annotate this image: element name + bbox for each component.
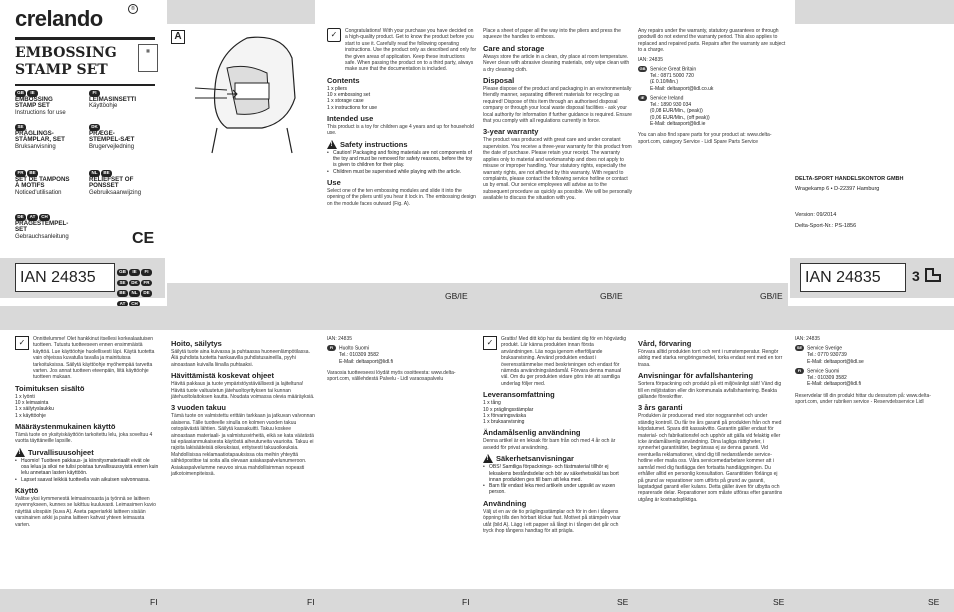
info-icon: ✓	[327, 28, 341, 42]
product-title: EMBOSSING STAMP SET	[15, 45, 117, 78]
fi-intro-block	[15, 336, 159, 381]
info-icon: ✓	[483, 336, 497, 350]
intended-use-heading: Intended use	[327, 114, 374, 124]
fi-care-heading: Hoito, säilytys	[171, 339, 222, 348]
fi-use-text: Valitse yksi kymmenestä leimasinosasta ja työnnä se laitteen syvennykseen, kunnes se lukittuu kuuluvasti. Leimasimen kuvio näyttää ulospäin (kuva A). Aseta paperiarkki laitteen sisään varsinainen arkki ja paina laitteen kahvat yhteen leimausta varten.	[15, 496, 156, 528]
disposal-heading: Disposal	[483, 76, 515, 86]
footer-label: GB/IE	[600, 291, 623, 301]
spare-parts-text: You can also find spare parts for your product at: www.delta-sport.com, category Service - Lidl Spare Parts Service	[638, 132, 772, 145]
fi-use-heading: Käyttö	[15, 486, 39, 496]
warning-icon	[483, 454, 493, 463]
footer-label: GB/IE	[445, 291, 468, 301]
use-heading: Use	[327, 178, 341, 188]
contents-list: 1 x pliers 10 x embossing set 1 x storage case 1 x instructions for use	[327, 85, 378, 111]
lang-fi: FI LEIMASINSETTI Käyttöohje	[89, 90, 137, 110]
pliers-illustration	[187, 28, 307, 158]
flag-grid: GB IE FI SE DK FR BE NL DE AT CH	[117, 265, 161, 307]
fi-disposal-heading: Hävittämistä koskevat ohjeet	[171, 371, 274, 381]
lang-de: DE AT CH PRÄGESTEMPEL- SET Gebrauchsanleitung	[15, 214, 69, 240]
footer-label: SE	[617, 597, 629, 607]
disposal-text: Please dispose of the product and packaging in an environmentally friendly manner, separating different materials for recycling as required! Dispose of this item through an authorised disposal company or through your local waste disposal facilities - ask your local authority for information if further guidance is required. Ensure that you comply with all regulations currently in force.	[483, 86, 632, 125]
ian-box-right: IAN 24835	[800, 263, 906, 292]
safety-heading: ! Safety instructions	[327, 140, 477, 149]
gb-column-1	[327, 28, 477, 311]
top-footer-bar	[167, 283, 788, 306]
brand-logo: crelando	[15, 6, 103, 31]
fi-intended-heading: Määräystenmukainen käyttö	[15, 422, 116, 432]
registered-icon: ®	[128, 4, 138, 14]
safety-list: • Caution! Packaging and fixing materials are not components of the toy and must be removed for safety reasons, before the toy is given to children for their play. • Children must be supervised while playing with the article.	[327, 150, 477, 175]
se-warranty-heading: 3 års garanti	[638, 403, 683, 413]
se-care-text: Förvara alltid produkten torrt och rent i rumstemperatur. Rengör aldrig med starka rengöringsmedel, torka endast rent med en torr trasa.	[638, 349, 783, 368]
fold-icon	[924, 267, 942, 283]
se-intended-heading: Ändamålsenlig användning	[483, 428, 581, 438]
se-disposal-heading: Anvisningar för avfallshantering	[638, 371, 754, 381]
contents-heading: Contents	[327, 75, 360, 85]
fi-safety-list: • Huomio! Tuotteen pakkaus- ja kiinnitysmateriaalit eivät ole osa lelua ja siksi ne tulisi poistaa turvallisuussyistä ennen kuin lelu annetaan lasten käyttöön. • Lapset saavat leikkiä tuotteella vain aikuisen valvonnassa.	[15, 458, 159, 483]
service-se: SE Service Sverige Tel.: 0770 930739 E-Mail: deltasport@lidl.se	[796, 345, 864, 365]
fi-intro-text: Onnittelumme! Olet hankkinut itsellesi korkealaatuisen tuotteen. Tutustu tuotteeseen ennen ensimmäistä käyttöä. Lue käyttöohje huolellisesti läpi. Käytä tuotetta vain ohjeissa kuvatulla tavalla ja mainituissa tarkoituksissa. Säilytä käyttöohje myöhempää tarvetta varten. Jos annat tuotteen eteenpäin, liitä käyttöohje tuotteen mukaan.	[33, 336, 155, 381]
warning-icon	[15, 448, 25, 457]
fi-spare-text: Varaosia tuotteeseesi löydät myös osoitteesta: www.delta-sport.com, välilehdestä Palvelu - Lidl varaosapalvelu	[327, 369, 456, 383]
gb-column-2	[483, 28, 633, 311]
fi-safety-heading: ! Turvallisuusohjeet	[15, 448, 159, 457]
delta-number: Delta-Sport-Nr.: PS-1856	[795, 223, 857, 229]
se-column-2	[638, 336, 784, 612]
lang-fr: FR BE SET DE TAMPONS À MOTIFS Noticed'utilisation	[15, 170, 70, 196]
care-heading: Care and storage	[483, 43, 545, 53]
fi-warranty-heading: 3 vuoden takuu	[171, 403, 227, 413]
figure-strip	[167, 0, 315, 24]
se-intro-block	[483, 336, 627, 387]
footer-label: SE	[773, 597, 785, 607]
page-count: 3	[912, 268, 920, 284]
fi-column-3	[327, 336, 467, 612]
se-safety-heading: ! Säkerhetsanvisningar	[483, 454, 627, 463]
intended-use-text: This product is a toy for children age 4 years and up for household use.	[327, 124, 474, 137]
lang-dk: DK PRÆGE- STEMPEL-SÆT Brugervejledning	[89, 124, 135, 150]
lang-gb: GB IE EMBOSSING STAMP SET Instructions for use	[15, 90, 66, 116]
bottom-spread	[0, 306, 954, 612]
bottom-top-strip	[0, 306, 954, 330]
fi-column-2	[171, 336, 315, 612]
footer-label: FI	[462, 597, 470, 607]
warning-icon	[327, 140, 337, 149]
fi-disposal-text: Hävitä pakkaus ja tuote ympäristöystävällisesti ja lajiteltuna! Hävitä tuote valtuutetun jätehuoltoyrityksen tai kunnan jätehuoltolaitoksen kautta. Noudata voimassa olevia määräyksiä.	[171, 381, 315, 401]
footer-label: FI	[150, 597, 158, 607]
repairs-text: Any repairs under the warranty, statutory guarantees or through goodwill do not extend the warranty period. This also applies to replaced and repaired parts. Repairs after the warranty are subject to a charge.	[638, 28, 786, 54]
fi-contents-heading: Toimituksen sisältö	[15, 383, 85, 393]
info-icon: ✓	[15, 336, 29, 350]
warranty-heading: 3-year warranty	[483, 127, 539, 137]
fi-ian-label: IAN: 24835	[327, 336, 353, 342]
service-gb: GB Service Great Britain Tel.: 0871 5000 720 (£ 0.10/Min.) E-Mail: deltasport@lidl.co.uk	[639, 66, 714, 92]
press-text: Place a sheet of paper all the way into the pliers and press the squeeze the handles to emboss.	[483, 28, 621, 41]
lang-nl: NL BE RELIËFSET OF PONSSET Gebruiksaanwijzing	[89, 170, 142, 196]
figure-panel	[167, 0, 315, 283]
footer-label: SE	[928, 597, 940, 607]
gb-column-3	[638, 28, 788, 311]
intro-block	[327, 28, 477, 73]
back-panel	[795, 0, 954, 283]
fi-intended-text: Tämä tuote on yksityiskäyttöön tarkoitettu lelu, joka soveltuu 4 vuotta täyttäneille lapsille.	[15, 432, 153, 445]
use-text: Select one of the ten embossing modules and slide it into the opening of the pliers until you hear it lock in. The embossing design on the module faces outward (Fig. A).	[327, 188, 476, 207]
intro-text: Congratulations! With your purchase you have decided on a high-quality product. Get to know the product before you start to use it. Carefully read the following operating instructions. Use the product only as described and only for the given areas of application. Keep these instructions safe. When passing the product on to a third party, always make sure that the documentation is included.	[345, 28, 477, 73]
se-spare-text: Reservdelar till din produkt hittar du dessutom på: www.delta-sport.com, under rubriken service - Reservdelsservice Lidl	[795, 392, 931, 405]
se-safety-list: • OBS! Samtliga förpacknings- och fästmaterial tillhör ej leksakens beståndsdelar och bör av säkerhetsskäl tas bort innan produkten ges till barn att leka med. • Barn får endast leka med artikeln under uppsikt av vuxen person.	[483, 464, 627, 495]
bottom-footer-bar	[0, 589, 954, 612]
se-use-heading: Användning	[483, 498, 527, 508]
fi-contents-list: 1 x lyönti 10 x leimasinta 1 x säilytyslaukku 1 x käyttöohje	[15, 393, 54, 419]
se-disposal-text: Sortera förpackning och produkt på ett miljövänligt sätt! Vänd dig till en miljöstation eller din kommunala avfallshantering. Beakta gällande föreskrifter.	[638, 381, 782, 401]
warranty-text: The product was produced with great care and under constant supervision. You receive a three-year warranty for this product from the date of purchase. Please retain your receipt. The warranty applies only to material and workmanship and does not apply to misuse or improper handling. Your statutory rights, especially the warranty rights, are not affected by this warranty. With regard to complaints, please contact the following service hotline or contact us by email. Our service employees will advise as to the subsequent procedure as quickly as possible. We will be personally available to discuss the situation with you.	[483, 137, 633, 202]
back-strip	[795, 0, 954, 24]
care-text: Always store the article in a clean, dry place at room temperature. Never clean with abrasive cleaning materials, only wipe clean with a dry cleaning cloth.	[483, 53, 630, 73]
fi-care-text: Säilytä tuote aina kuivassa ja puhtaassa huoneenlämpötilassa. Älä puhdista tuotetta hankaavilla puhdistusaineilla, pyyhi ainoastaan kuivalla liinalla puhtaaksi.	[171, 349, 310, 368]
se-ian-label: IAN: 24835	[795, 336, 821, 342]
se-contents-heading: Leveransomfattning	[483, 390, 555, 400]
fi-warranty-text: Tämä tuote on valmistettu erittäin tarkkaan ja jatkuvan valvonnan alaisena. Tälle tuotteelle sinulla on kolmen vuoden takuu ostopäivästä lähtien. Säilytä kassakuitti. Takuu koskee ainoastaan materiaali- ja valmistusvirheitä, eikä se kata väärästä tai epäasianmukaisesta käytöstä aiheutuneita vaurioita. Takuu ei rajoita lakisääteisiä oikeuksiasi, erityisesti takuuoikeuksia. Mahdollisissa reklamaatiotapauksissa ota meihin yhteyttä sähköpostitse tai soita alla olevaan asiakaspalvelunumeroon. Asiakaspalvelumme neuvoo sinua mahdollisimman nopeasti jatkotoimenpiteissä.	[171, 413, 315, 478]
service-ie: IE Service Ireland Tel.: 1890 930 034 (0,08 EUR/Min., (peak)) (0,06 EUR/Min., (off peak)) E-Mail: deltasport@lidl.ie	[638, 95, 788, 127]
lang-rule	[15, 84, 155, 86]
company-address: Wragekamp 6 • D-22397 Hamburg	[795, 186, 880, 192]
company-name: DELTA-SPORT HANDELSKONTOR GMBH	[795, 176, 904, 182]
footer-label: FI	[307, 597, 315, 607]
ian-label: IAN: 24835	[638, 56, 664, 63]
ian-box-left: IAN 24835	[15, 263, 115, 292]
age-logo-icon: ▦	[138, 44, 158, 72]
se-use-text: Välj ut en av de tio präglingsstämplar och för in den i tångens öppning tills den hörbart klickar fast. Motivet på stämpeln visar utåt (bild A). Lägg i ett papper så långt in i tången det går och tryck ihop tångens handtag för att prägla.	[483, 508, 621, 534]
service-fi: FI Huolto Suomi Tel.: 010309 3582 E-Mail: deltasport@lidl.fi	[327, 345, 467, 365]
se-intro-text: Grattis! Med ditt köp har du bestämt dig för en högvärdig produkt. Lär känna produkten innan första användningen. Läs noga igenom efterföljande bruksanvisning. Använd produkten endast i överensstämmelse med beskrivningen och endast för nämnda användningsändamål. Förvara denna manual väl. Om du ger produkten vidare görs inte att samtliga underlag följer med.	[501, 336, 627, 387]
se-column-1	[483, 336, 627, 612]
se-intended-text: Denna artikel är en leksak för barn från och med 4 år och är avsedd för privat användning.	[483, 438, 616, 451]
lang-se: SE PRÄGLINGS- STÄMPLAR, SET Bruksanvisning	[15, 124, 65, 150]
cover-panel	[0, 0, 160, 283]
se-warranty-text: Produkten är producerad med stor noggrannhet och under ständig kontroll. Du får tre års garanti på produkten från och med köpdatumet. Spara ditt kassakvitto. Garantin gäller endast för material- och fabrikationsfel och upphör att gälla vid felaktig eller icke ändamålsenlig användning. Dina lagliga rättigheter, i synnerhet garantirätter, begränsas ej av denna garanti. Vid eventuella reklamationer, vänd dig till nedanstående service-hotline eller maila oss. Våra servicemedarbetare kommer att i samråd med dig fastlägga den fortsatta handläggningen. Du erhåller alltid en personlig konsultation. Garantitiden förlängs ej på grund av reparationer som utförts på grund av garanti, lagstadgad garanti eller kulans. Detta gäller även för utbytta och reparerade delar. Reparationer som måste utföras efter garantins utgång är kostnadspliktiga.	[638, 413, 783, 503]
version-text: Version: 09/2014	[795, 212, 837, 218]
ce-mark: CE	[132, 230, 155, 247]
se-contents-list: 1 x tång 10 x präglingsstämplar 1 x förvaringsväska 1 x bruksanvisning	[483, 400, 534, 426]
se-care-heading: Vård, förvaring	[638, 339, 692, 348]
figure-label-a: A	[171, 30, 185, 44]
fi-column-1	[15, 336, 159, 612]
service-fi-2: FI Service Suomi Tel.: 010309 3582 E-Mail: deltasport@lidl.fi	[795, 368, 945, 388]
footer-label: GB/IE	[760, 291, 783, 301]
se-column-3	[795, 336, 945, 612]
title-rule	[15, 37, 155, 40]
